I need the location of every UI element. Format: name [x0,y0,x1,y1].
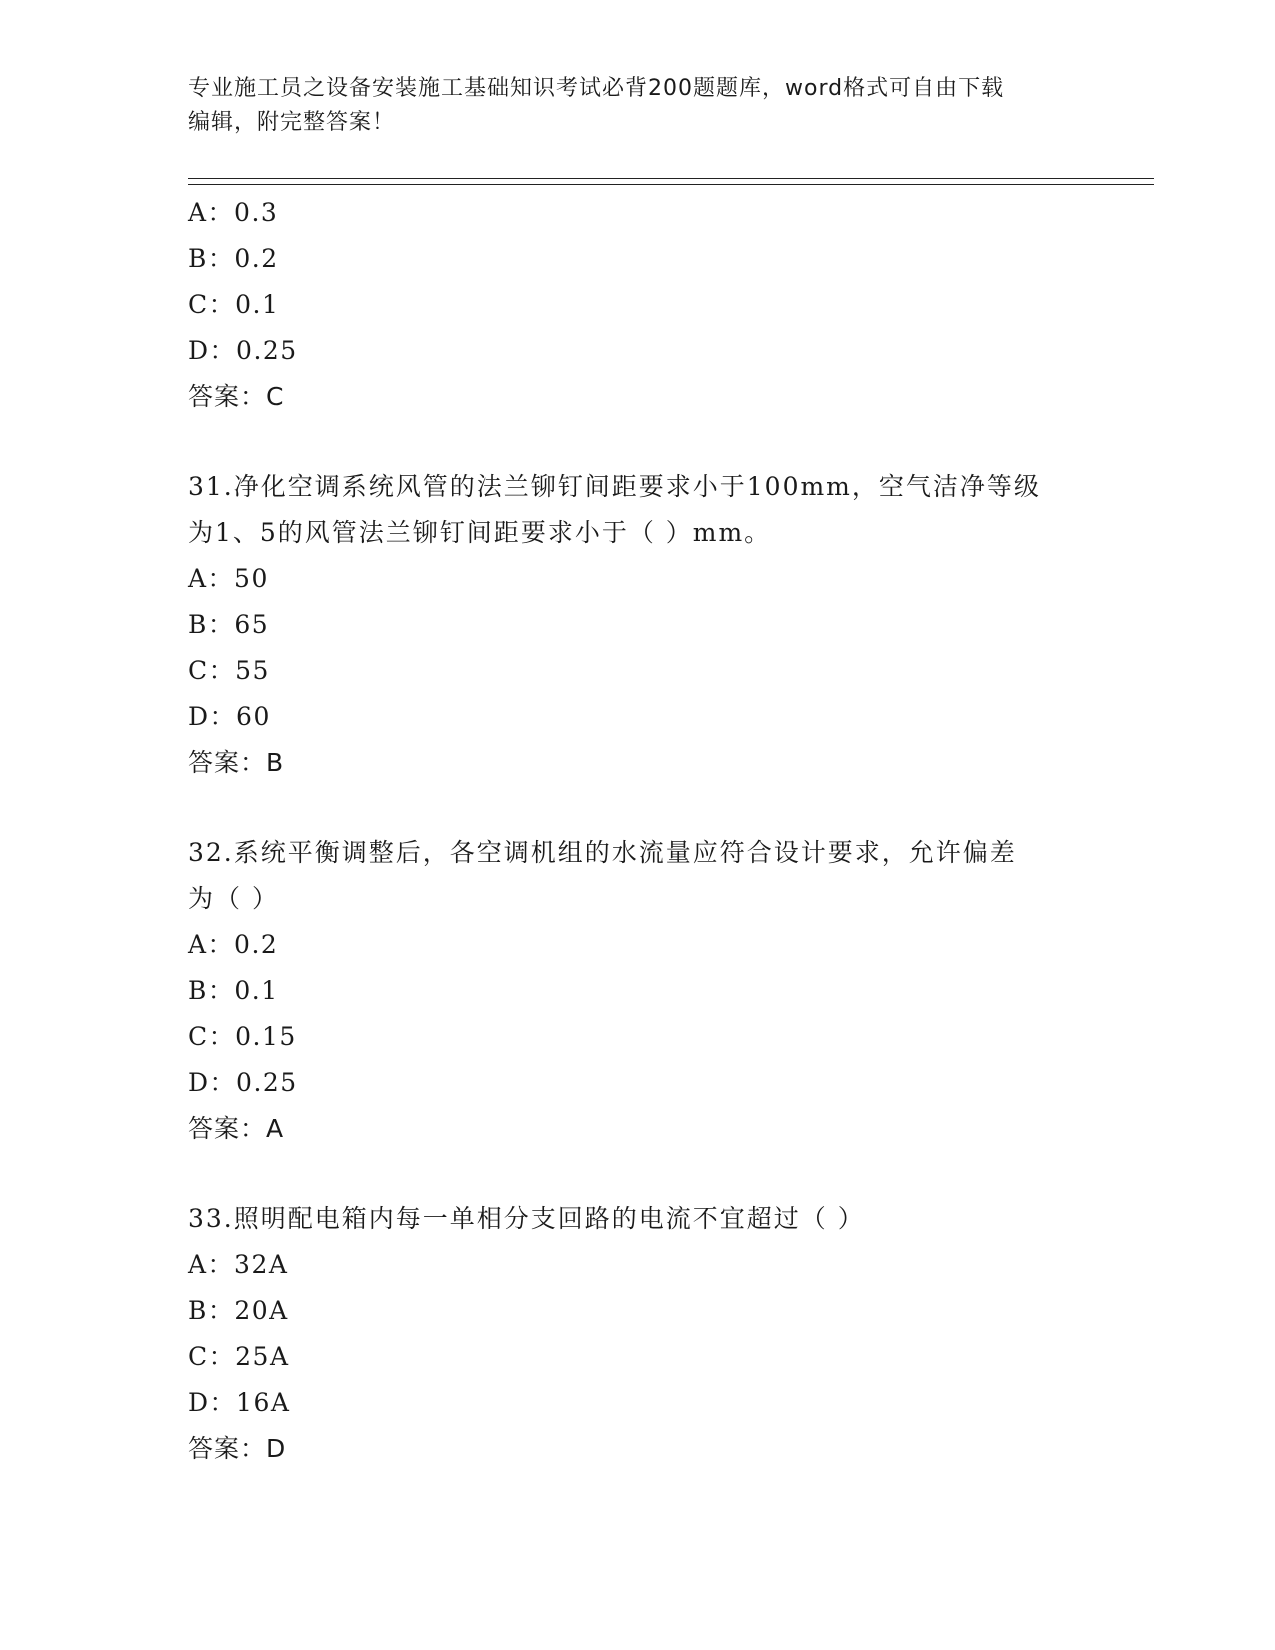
spacer [188,420,1088,464]
option-d: D：16A [188,1388,291,1417]
option-d: D：0.25 [188,1068,298,1097]
option-c: C：55 [188,656,270,685]
question-text [188,830,1068,922]
option-b: B：0.1 [188,976,279,1005]
answer-line: 答案：A [188,1114,285,1143]
option-c: C：0.1 [188,290,280,319]
header-divider-top [188,178,1154,179]
question-block-32 [188,830,1088,1152]
question-text [188,464,1068,556]
option-b: B：0.2 [188,244,279,273]
option-a: A：0.2 [188,930,279,959]
question-block-30 [188,190,1088,420]
option-c: C：0.15 [188,1022,297,1051]
spacer [188,1152,1088,1196]
option-a: A：32A [188,1250,289,1279]
answer-line: 答案：B [188,748,285,777]
question-text-line1: 32.系统平衡调整后，各空调机组的水流量应符合设计要求，允许偏差 [188,838,1017,867]
option-c: C：25A [188,1342,290,1371]
option-a: A：0.3 [188,198,279,227]
spacer [188,786,1088,830]
answer-line: 答案：D [188,1434,287,1463]
question-text-line1: 33.照明配电箱内每一单相分支回路的电流不宜超过（ ） [188,1204,865,1233]
document-body [188,190,1088,1472]
document-header [188,72,1078,140]
header-title-line2: 编辑，附完整答案！ [188,110,396,135]
question-text [188,1196,1068,1242]
option-b: B：65 [188,610,270,639]
header-divider-bottom [188,184,1154,185]
question-block-31 [188,464,1088,786]
question-block-33 [188,1196,1088,1472]
option-d: D：0.25 [188,336,298,365]
option-b: B：20A [188,1296,289,1325]
question-text-line2: 为（ ） [188,884,279,913]
option-a: A：50 [188,564,269,593]
option-d: D：60 [188,702,271,731]
question-text-line1: 31.净化空调系统风管的法兰铆钉间距要求小于100mm，空气洁净等级 [188,472,1041,501]
question-text-line2: 为1、5的风管法兰铆钉间距要求小于（ ）mm。 [188,518,772,547]
header-title-line1: 专业施工员之设备安装施工基础知识考试必背200题题库，word格式可自由下载 [188,76,1005,101]
answer-line: 答案：C [188,382,285,411]
